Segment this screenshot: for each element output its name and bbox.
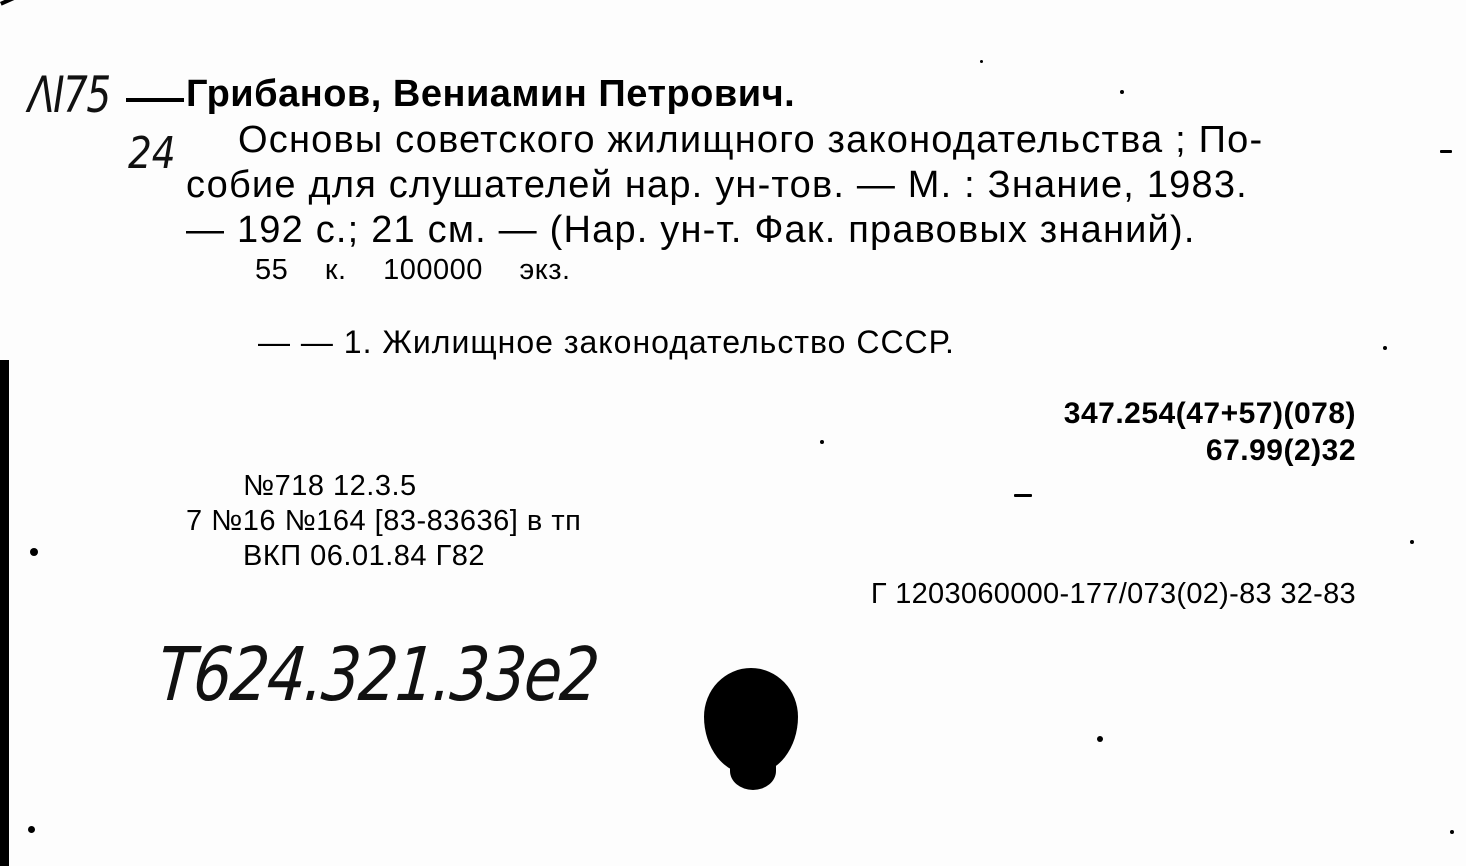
description-line-3: — 192 с.; 21 см. — (Нар. ун-т. Фак. правовых знаний). — [186, 209, 1196, 251]
description-line-2: собие для слушателей нар. ун-тов. — М. : Знание, 1983. — [186, 164, 1248, 206]
speck — [820, 440, 824, 444]
publisher-code: Г 1203060000-177/073(02)-83 32-83 — [870, 578, 1356, 610]
speck — [28, 826, 35, 833]
handwritten-dash — [126, 98, 184, 102]
speck — [30, 548, 38, 556]
handwritten-shelf-mark-bottom: 24 — [128, 128, 176, 179]
speck — [1014, 494, 1032, 497]
description-line-1: Основы советского жилищного законодательства ; По- — [238, 119, 1264, 161]
bbk-classification: 67.99(2)32 — [1205, 434, 1356, 467]
author-heading: Грибанов, Вениамин Петрович. — [186, 73, 796, 115]
print-info-line-1: №718 12.3.5 — [243, 470, 417, 502]
speck — [1410, 540, 1414, 544]
speck — [1450, 830, 1454, 834]
speck — [1440, 150, 1452, 153]
speck — [1120, 90, 1124, 94]
card-punch-hole-tear — [730, 752, 776, 790]
print-info-line-2: 7 №16 №164 [83-83636] в тп — [186, 505, 582, 537]
card-edge-shadow — [0, 360, 9, 866]
subject-heading: — — 1. Жилищное законодательство СССР. — [258, 324, 955, 360]
price-and-print-run: 55 к. 100000 экз. — [255, 254, 571, 286]
handwritten-call-number: Т624.321.33е2 — [154, 632, 602, 718]
corner-scratch — [0, 0, 56, 6]
handwritten-shelf-mark-top: ΛΙ75 — [28, 66, 110, 124]
udc-classification: 347.254(47+57)(078) — [1063, 397, 1356, 430]
speck — [1383, 346, 1387, 350]
speck — [1097, 736, 1103, 742]
speck — [980, 60, 983, 63]
print-info-line-3: ВКП 06.01.84 Г82 — [243, 540, 486, 572]
